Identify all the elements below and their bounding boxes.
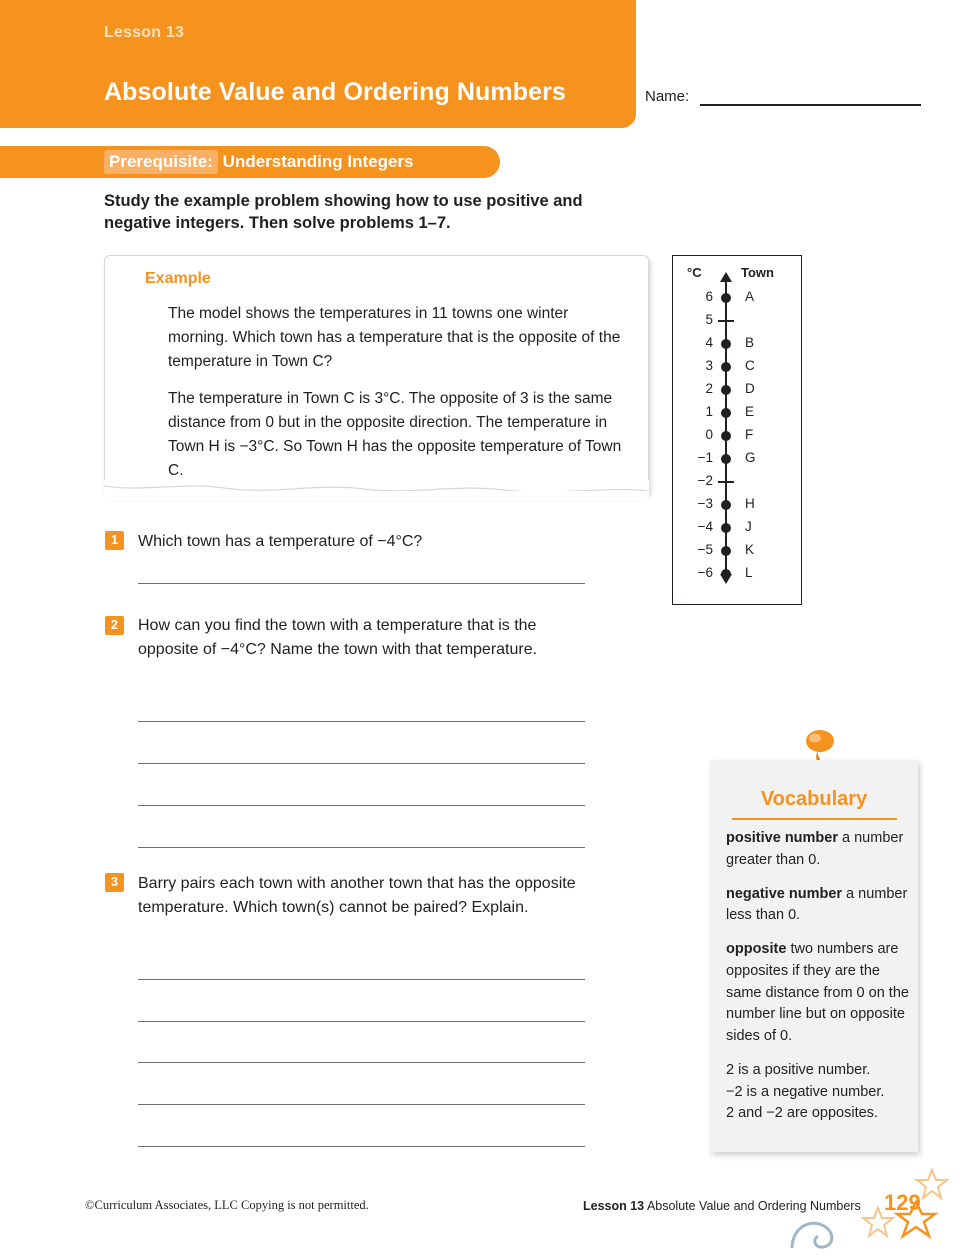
header-band [0, 0, 636, 128]
number-line-tick [718, 320, 734, 322]
copyright-text: ©Curriculum Associates, LLC Copying is not permitted. [85, 1198, 369, 1212]
problem-number-3: 3 [105, 873, 124, 892]
number-line-point [721, 408, 731, 418]
vocabulary-term: positive number [726, 830, 838, 846]
prerequisite-label [104, 152, 413, 172]
vocabulary-title: Vocabulary [760, 788, 868, 810]
example-paragraph-2: The temperature in Town C is 3°C. The opposite of 3 is the same distance from 0 but in the opposite direction. The temperature in Town H is −3°C. So Town H has the opposite temperature of Town C. [168, 390, 622, 480]
number-line-point [721, 569, 731, 579]
number-line-point [721, 431, 731, 441]
number-line-town-label: B [745, 335, 755, 350]
vocabulary-underline [732, 818, 897, 820]
answer-line[interactable] [138, 1021, 585, 1022]
problem-number-2: 2 [105, 616, 124, 635]
number-line-point [721, 454, 731, 464]
number-line-row [673, 312, 801, 330]
number-line-value: 1 [705, 404, 713, 419]
number-line-row [673, 427, 801, 445]
number-line-town-label: J [745, 519, 752, 534]
number-line-point [721, 293, 731, 303]
number-line-row [673, 404, 801, 422]
prerequisite-tag: Prerequisite: [104, 150, 218, 174]
number-line-town-header: Town [741, 265, 774, 280]
number-line-town-label: L [745, 565, 753, 580]
number-line-row [673, 519, 801, 537]
answer-line[interactable] [138, 1104, 585, 1105]
prerequisite-topic: Understanding Integers [222, 152, 414, 171]
number-line-point [721, 362, 731, 372]
page-number: 129 [884, 1190, 921, 1215]
number-line-value: −3 [697, 496, 713, 511]
vocabulary-example-line: −2 is a negative number. [726, 1083, 885, 1100]
number-line-value: −6 [697, 565, 713, 580]
number-line-town-label: K [745, 542, 755, 557]
problem-text-2: How can you find the town with a temperature that is the opposite of −4°C? Name the town with that temperature. [138, 617, 538, 658]
answer-line[interactable] [138, 805, 585, 806]
number-line-town-label: A [745, 289, 755, 304]
number-line-value: 4 [705, 335, 713, 350]
number-line-row [673, 565, 801, 583]
footer-lesson-name: Absolute Value and Ordering Numbers [646, 1199, 861, 1213]
stars-decoration [860, 1168, 970, 1255]
number-line-value: −2 [697, 473, 713, 488]
number-line-row [673, 496, 801, 514]
number-line-tick [718, 481, 734, 483]
vocabulary-example [726, 1060, 912, 1125]
torn-paper-edge [104, 480, 649, 500]
answer-line[interactable] [138, 979, 585, 980]
number-line-value: 2 [705, 381, 713, 396]
number-line-town-label: F [745, 427, 754, 442]
temperature-number-line [672, 255, 802, 605]
footer-lesson-info [583, 1199, 861, 1213]
vocabulary-entry [726, 884, 912, 928]
page-title: Absolute Value and Ordering Numbers [104, 78, 566, 106]
number-line-row [673, 335, 801, 353]
answer-line[interactable] [138, 763, 585, 764]
number-line-value: 6 [705, 289, 713, 304]
example-heading: Example [145, 270, 211, 287]
vocabulary-definition: a number less than 0. [726, 885, 908, 924]
lesson-kicker: Lesson 13 [104, 24, 185, 41]
number-line-town-label: G [745, 450, 756, 465]
vocabulary-definition: two numbers are opposites if they are the same distance from 0 on the number line but on opposite sides of 0. [726, 941, 909, 1044]
number-line-value: −1 [697, 450, 713, 465]
vocabulary-term: negative number [726, 885, 843, 902]
vocabulary-entry [726, 939, 912, 1048]
vocabulary-example-line: 2 is a positive number. [726, 1061, 871, 1078]
number-line-row [673, 542, 801, 560]
vocabulary-example-line: 2 and −2 are opposites. [726, 1105, 878, 1122]
problem-number-1: 1 [105, 531, 124, 550]
number-line-value: 0 [705, 427, 713, 442]
vocabulary-card [710, 760, 918, 1152]
number-line-town-label: H [745, 496, 755, 511]
answer-line[interactable] [138, 1146, 585, 1147]
number-line-row [673, 381, 801, 399]
number-line-town-label: C [745, 358, 755, 373]
number-line-point [721, 500, 731, 510]
number-line-value: −5 [697, 542, 713, 557]
number-line-point [721, 523, 731, 533]
answer-line[interactable] [138, 1062, 585, 1063]
number-line-town-label: D [745, 381, 755, 396]
example-box [104, 255, 649, 495]
problem-text-1: Which town has a temperature of −4°C? [138, 533, 423, 550]
instruction-text: Study the example problem showing how to use positive and negative integers. Then solve problems 1–7. [104, 192, 583, 233]
number-line-town-label: E [745, 404, 755, 419]
vocabulary-entry [726, 828, 912, 872]
name-label: Name: [645, 88, 690, 105]
answer-line[interactable] [138, 847, 585, 848]
number-line-row [673, 289, 801, 307]
name-input-line[interactable] [700, 104, 921, 106]
number-line-unit-header: °C [687, 265, 702, 280]
number-line-point [721, 385, 731, 395]
number-line-value: 5 [705, 312, 713, 327]
vocabulary-term: opposite [726, 941, 787, 957]
number-line-point [721, 546, 731, 556]
footer-lesson-label: Lesson 13 [583, 1199, 645, 1213]
number-line-row [673, 450, 801, 468]
number-line-row [673, 358, 801, 376]
example-paragraph-1: The model shows the temperatures in 11 towns one winter morning. Which town has a temperature that is the opposite of the temperature in Town C? [168, 305, 621, 371]
vocabulary-entries [726, 828, 912, 1137]
vocabulary-definition: a number greater than 0. [726, 830, 904, 868]
number-line-point [721, 339, 731, 349]
number-line-row [673, 473, 801, 491]
answer-line[interactable] [138, 721, 585, 722]
number-line-value: −4 [697, 519, 713, 534]
answer-line[interactable] [138, 583, 585, 584]
number-line-value: 3 [705, 358, 713, 373]
problem-text-3: Barry pairs each town with another town that has the opposite temperature. Which town(s) cannot be paired? Explain. [138, 875, 576, 916]
